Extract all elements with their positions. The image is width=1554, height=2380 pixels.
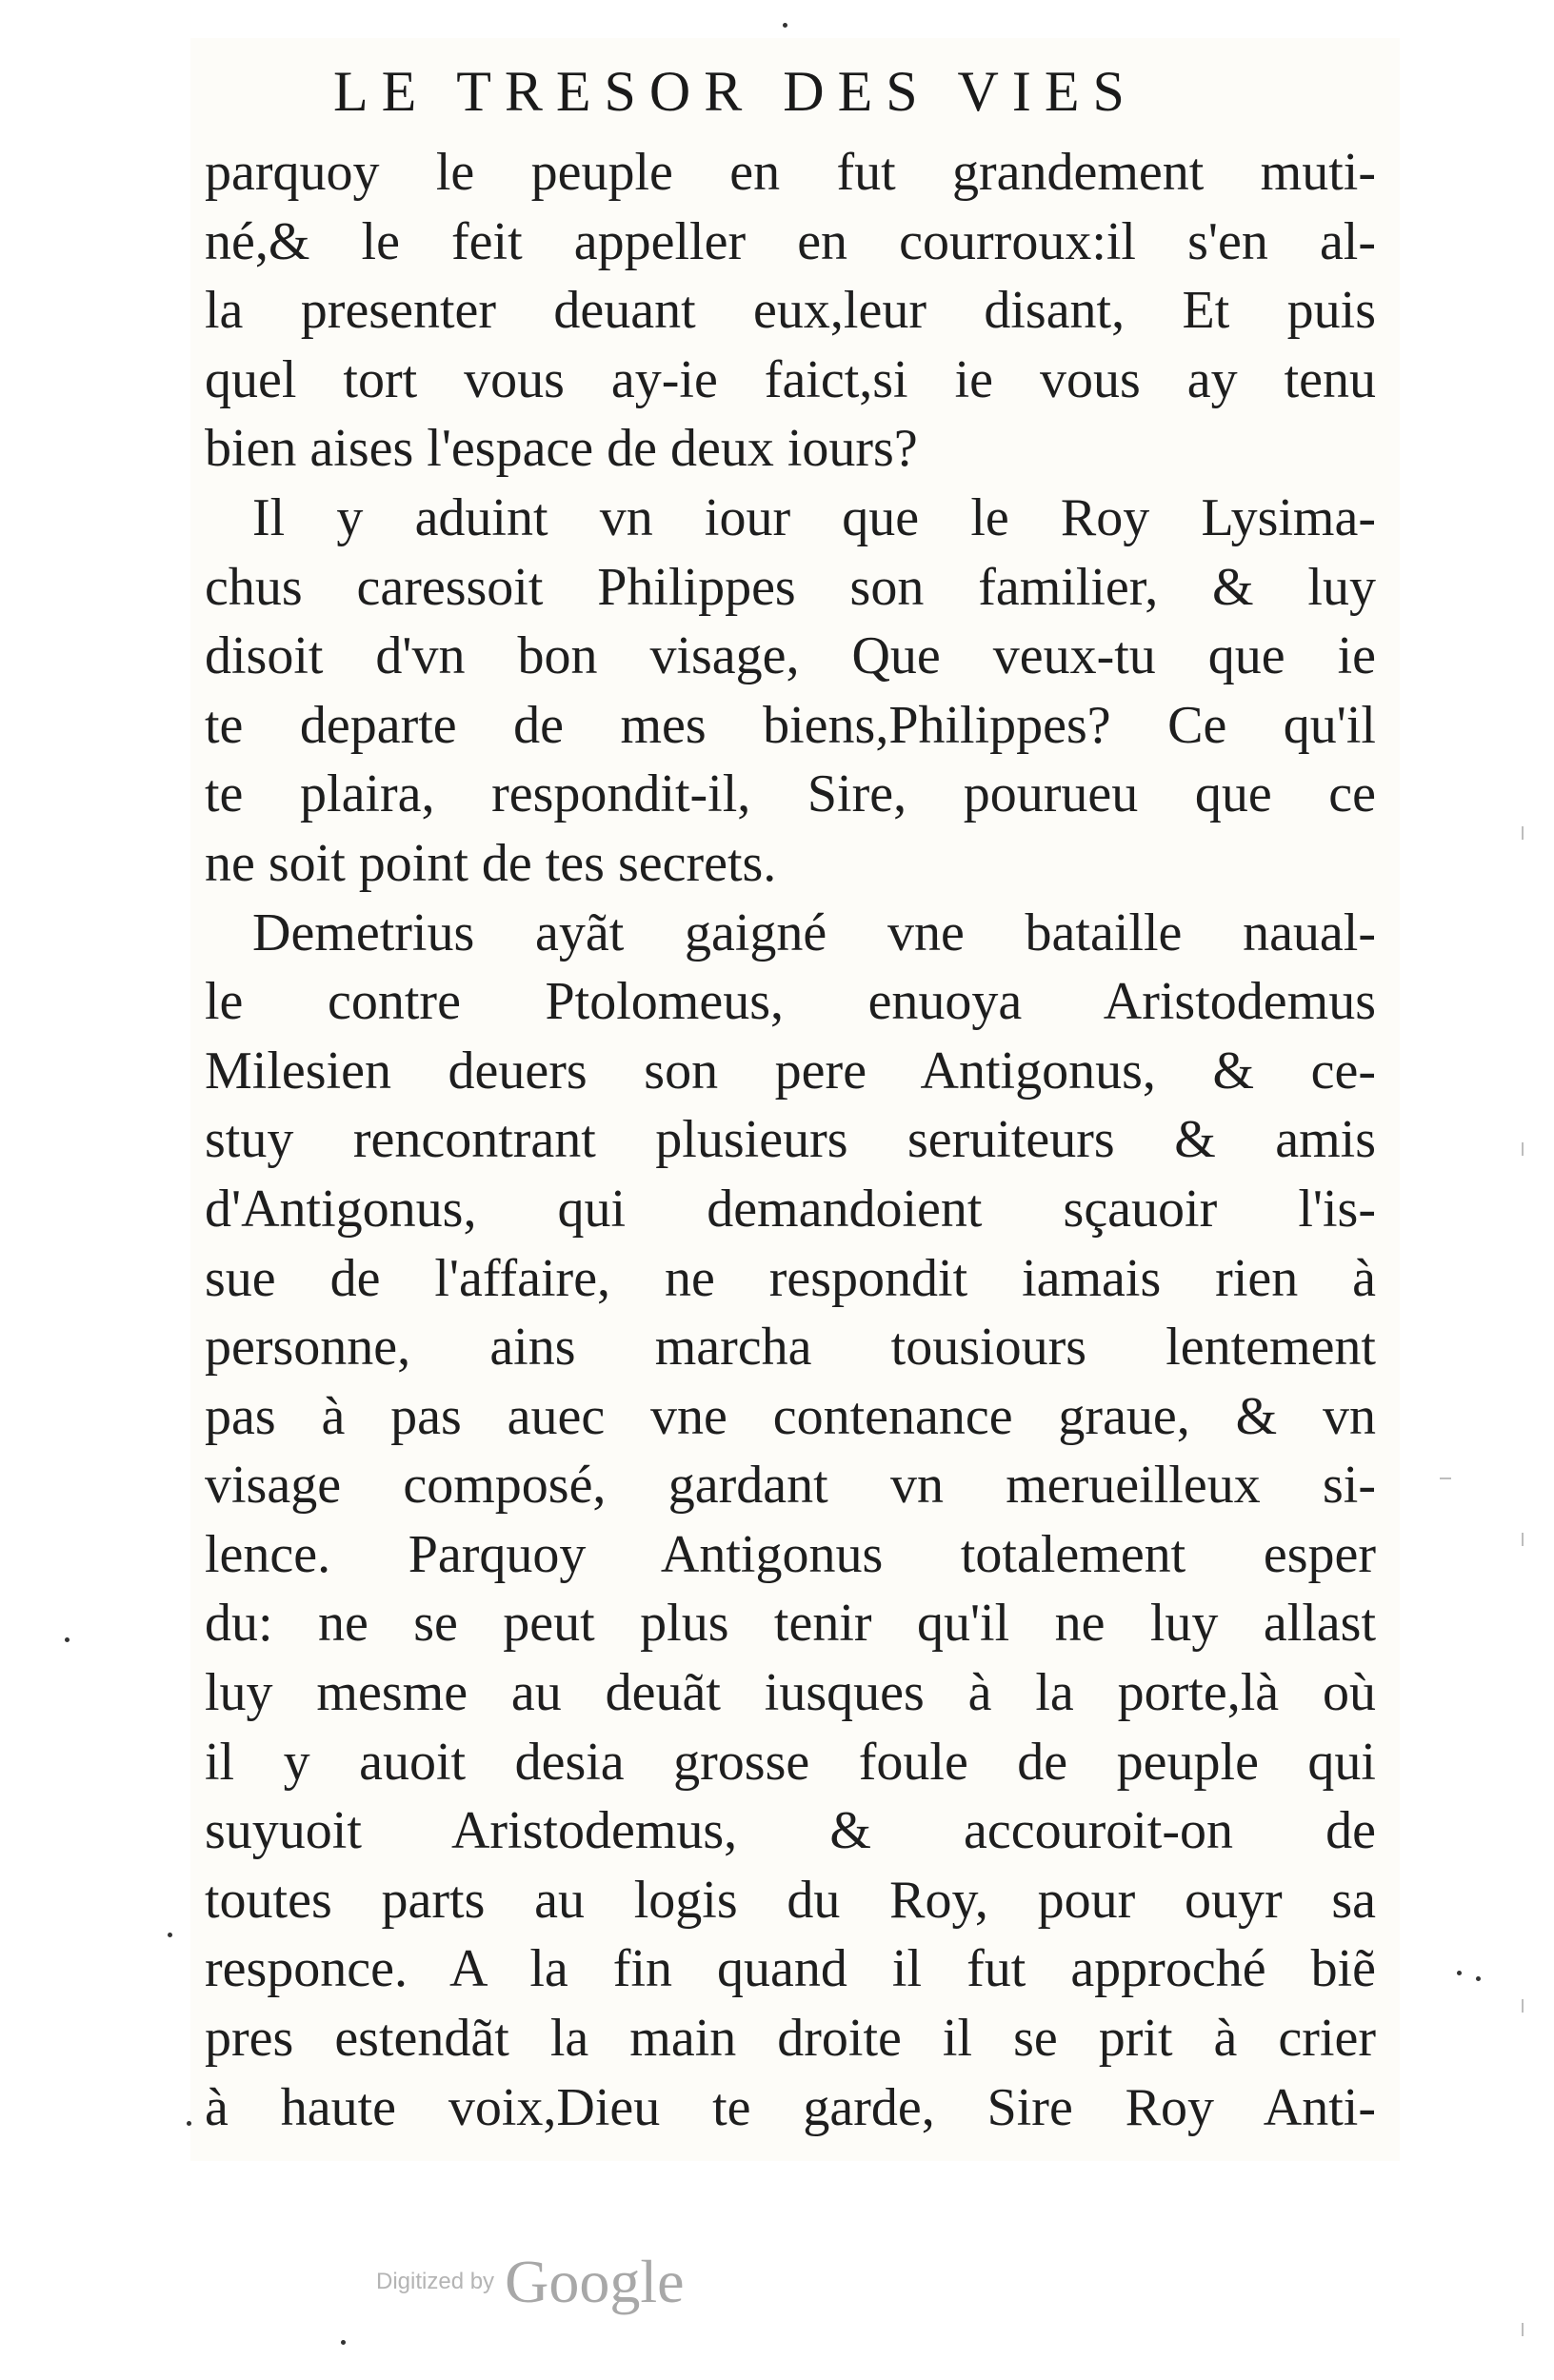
- text-line: pres estendãt la main droite il se prit à crier: [205, 2009, 1376, 2069]
- margin-mark: [1522, 2323, 1524, 2336]
- text-line: chus caressoit Philippes son familier, & luy: [205, 557, 1376, 617]
- text-line: responce. A la fin quand il fut approché biẽ: [205, 1939, 1376, 1999]
- digitized-by-label: Digitized by: [376, 2269, 495, 2294]
- margin-mark: [1522, 826, 1524, 840]
- body-text: [205, 138, 1376, 2142]
- text-line: pas à pas auec vne contenance graue, & vn: [205, 1386, 1376, 1446]
- scan-speck: [1476, 1976, 1481, 1981]
- scan-speck: [168, 1933, 172, 1937]
- text-line: d'Antigonus, qui demandoient sçauoir l'is-: [205, 1179, 1376, 1239]
- text-line: parquoy le peuple en fut grandement muti-: [205, 143, 1376, 202]
- text-line: quel tort vous ay-ie faict,si ie vous ay tenu: [205, 349, 1376, 409]
- text-line: suyuoit Aristodemus, & accouroit-on de: [205, 1801, 1376, 1861]
- text-line: visage composé, gardant vn merueilleux si-: [205, 1456, 1376, 1516]
- paragraph-2: [205, 484, 1376, 899]
- text-line: lence. Parquoy Antigonus totalement esper: [205, 1524, 1376, 1584]
- google-logo: Google: [505, 2248, 685, 2315]
- margin-mark: [1522, 1533, 1524, 1546]
- scan-speck: [187, 2121, 191, 2126]
- text-line: stuy rencontrant plusieurs seruiteurs & amis: [205, 1110, 1376, 1170]
- text-line: te departe de mes biens,Philippes? Ce qu'il: [205, 695, 1376, 755]
- text-line: à haute voix,Dieu te garde, Sire Roy Anti-: [205, 2077, 1376, 2137]
- margin-mark: [1522, 1142, 1524, 1156]
- running-head: LE TRESOR DES VIES: [333, 60, 1138, 123]
- text-line: il y auoit desia grosse foule de peuple qui: [205, 1732, 1376, 1792]
- text-line: bien aises l'espace de deux iours?: [205, 419, 918, 479]
- scan-speck: [1457, 1971, 1462, 1975]
- text-line: disoit d'vn bon visage, Que veux-tu que ie: [205, 626, 1376, 686]
- text-line: personne, ains marcha tousiours lentement: [205, 1318, 1376, 1378]
- digitized-by-google-watermark: [376, 2247, 685, 2317]
- text-line: né,& le feit appeller en courroux:il s'en al-: [205, 211, 1376, 271]
- paragraph-3: [205, 899, 1376, 2143]
- margin-mark: [1440, 1478, 1451, 1479]
- text-line: du: ne se peut plus tenir qu'il ne luy allast: [205, 1594, 1376, 1654]
- text-line: ne soit point de tes secrets.: [205, 833, 777, 893]
- text-line: luy mesme au deuãt iusques à la porte,là où: [205, 1663, 1376, 1723]
- text-line: toutes parts au logis du Roy, pour ouyr sa: [205, 1870, 1376, 1930]
- text-line: Milesien deuers son pere Antigonus, & ce-: [205, 1041, 1376, 1101]
- text-line: sue de l'affaire, ne respondit iamais rien à: [205, 1248, 1376, 1308]
- text-line: te plaira, respondit-il, Sire, pourueu que ce: [205, 764, 1376, 824]
- text-line: la presenter deuant eux,leur disant, Et puis: [205, 281, 1376, 341]
- text-line: le contre Ptolomeus, enuoya Aristodemus: [205, 972, 1376, 1032]
- margin-mark: [1522, 1999, 1524, 2013]
- scan-speck: [65, 1637, 70, 1642]
- text-line: Demetrius ayãt gaigné vne bataille naual-: [252, 902, 1376, 962]
- scan-speck: [783, 23, 787, 28]
- scan-speck: [341, 2340, 346, 2345]
- text-line: Il y aduint vn iour que le Roy Lysima-: [252, 487, 1376, 547]
- paragraph-1: [205, 138, 1376, 484]
